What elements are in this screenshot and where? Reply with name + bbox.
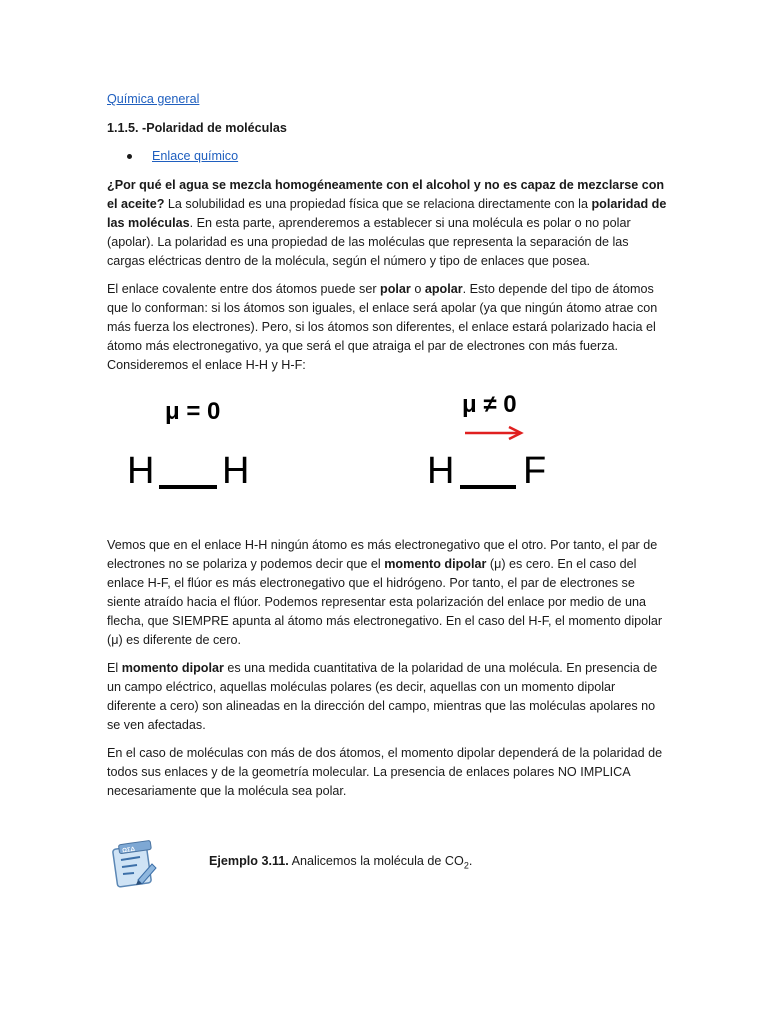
text: Vemos que en el enlace H-H ningún átomo es más electronegativo que el otro. Por tanto, el par de electrones no se polariza y podemos decir que el: [107, 538, 658, 571]
question-bold: ¿Por qué el agua se mezcla homogéneamente con el alcohol y no es capaz de mezclarse con el aceite?: [107, 178, 665, 211]
enlace-quimico-link[interactable]: Enlace químico: [152, 149, 239, 163]
text: . En esta parte, aprenderemos a establecer si una molécula es polar o no polar (apolar). La polaridad es una propiedad de las moléculas que representa la separación de las cargas eléctricas dentro de la molécula, según el número y tipo de enlaces que posea.: [107, 216, 631, 268]
example-number: Ejemplo 3.11.: [209, 854, 289, 868]
text: .: [468, 854, 473, 868]
paragraph-covalent-bond: [107, 280, 667, 375]
hf-right-atom: F: [523, 450, 547, 492]
hf-left-atom: H: [427, 450, 455, 492]
section-heading: 1.1.5. -Polaridad de moléculas: [107, 121, 287, 135]
paragraph-solubility: [107, 176, 667, 271]
text: En el caso de moléculas con más de dos átomos, el momento dipolar dependerá de la polaridad de todos sus enlaces y de la geometría molecular. La presencia de enlaces polares NO IMPLICA necesariamente que la molécula sea polar.: [107, 746, 663, 798]
text: es una medida cuantitativa de la polaridad de una molécula. En presencia de un campo eléctrico, aquellas moléculas polares (es decir, aquellas con un momento dipolar diferente a cero) son alineadas en la dirección del campo, mientras que las moléculas apolares no se ven afectadas.: [107, 661, 658, 732]
paragraph-hh-hf: [107, 536, 667, 650]
paragraph-polyatomic: [107, 744, 667, 801]
hh-bond-line: [159, 485, 217, 489]
svg-text:ΩΣΔ: ΩΣΔ: [121, 846, 136, 855]
text: El enlace covalente entre dos átomos puede ser: [107, 282, 381, 296]
hh-right-atom: H: [222, 450, 250, 492]
polarity-bold: polaridad de las moléculas: [107, 197, 667, 230]
mu-nonzero-label: μ ≠ 0: [462, 391, 517, 418]
hf-bond-line: [460, 485, 516, 489]
dipole-moment-bold: momento dipolar: [121, 661, 224, 675]
bullet-dot-icon: [127, 154, 132, 159]
apolar-bold: apolar: [424, 282, 463, 296]
paragraph-dipole-moment: [107, 659, 667, 735]
subscript: 2: [463, 860, 469, 871]
example-block: [110, 838, 670, 894]
notepad-icon: [110, 838, 158, 888]
example-title: [209, 854, 472, 871]
document-body: [107, 90, 667, 810]
dipole-diagram: [107, 384, 667, 534]
text: Analicemos la molécula de CO: [288, 854, 464, 868]
text: . Esto depende del tipo de átomos que lo conforman: si los átomos son iguales, el enlace será apolar (ya que ningún átomo atrae con más fuerza los electrones). Pero, si los átomos son diferentes, el enlace estará polarizado hacia el átomo más electronegativo, ya que será el que atraiga el par de electrones con más fuerza. Consideremos el enlace H-H y H-F:: [107, 282, 658, 372]
bullet-list-item: [127, 147, 667, 166]
mu-zero-label: μ = 0: [165, 398, 221, 425]
text: o: [410, 282, 425, 296]
dipole-moment-bold: momento dipolar: [384, 557, 487, 571]
hh-left-atom: H: [127, 450, 155, 492]
dipole-arrow-icon: [463, 425, 525, 441]
text: El: [107, 661, 122, 675]
polar-bold: polar: [380, 282, 411, 296]
text: La solubilidad es una propiedad física que se relaciona directamente con la: [164, 197, 592, 211]
text: (μ) es cero. En el caso del enlace H-F, el flúor es más electronegativo que el hidrógeno. Por tanto, el par de electrones se siente atraído hacia el flúor. Podemos representar esta polarización del enlace por medio de una flecha, que SIEMPRE apunta al átomo más electronegativo. En el caso del H-F, el momento dipolar (μ) es diferente de cero.: [107, 557, 663, 647]
quimica-general-link[interactable]: Química general: [107, 92, 200, 106]
